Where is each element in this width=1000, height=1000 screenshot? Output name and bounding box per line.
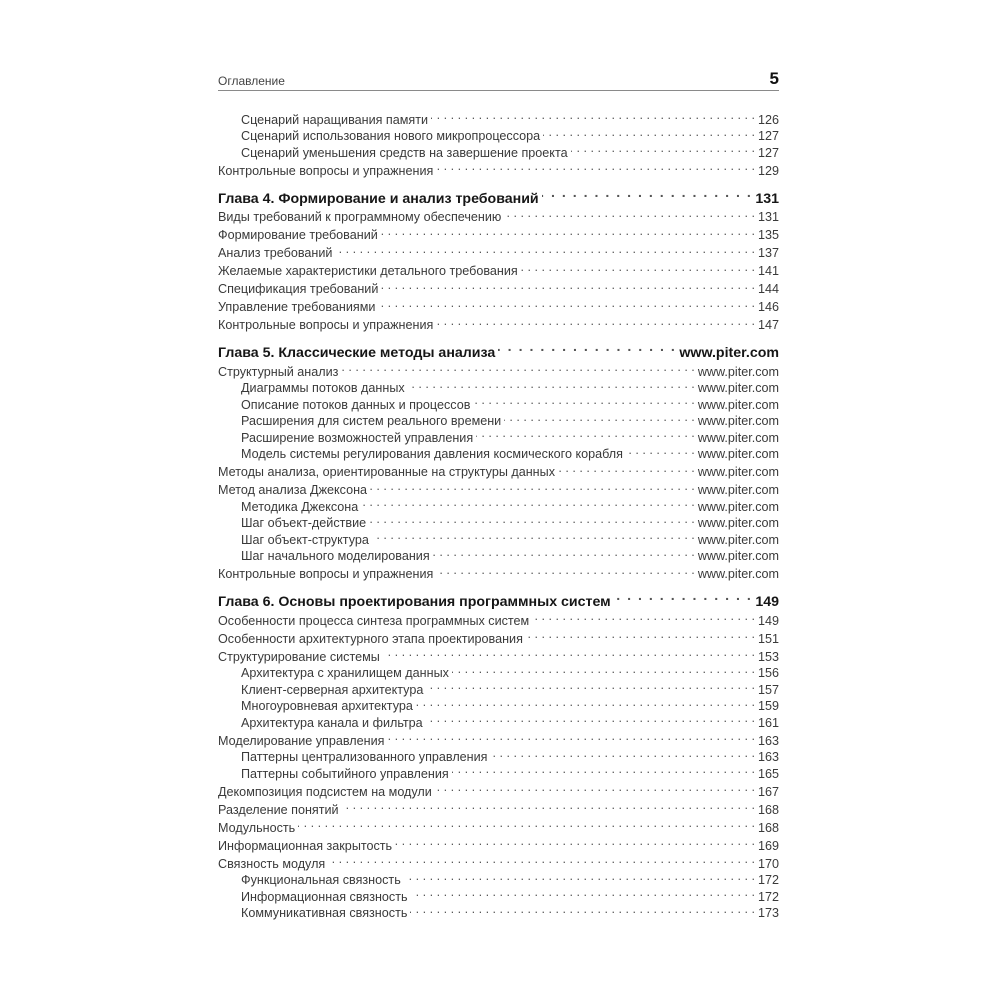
dot-leader bbox=[436, 313, 755, 330]
dot-leader bbox=[408, 376, 695, 393]
toc-entry-title: Расширение возможностей управления bbox=[241, 430, 474, 445]
toc-entry-page: 168 bbox=[757, 820, 779, 835]
toc-entry-page: 131 bbox=[757, 210, 779, 224]
toc-entry-page: www.piter.com bbox=[697, 381, 779, 395]
toc-entry-page: 157 bbox=[757, 682, 779, 697]
toc-entry-title: Описание потоков данных и процессов bbox=[241, 397, 471, 412]
toc-entry-page: 163 bbox=[757, 750, 779, 764]
toc-entry-title: Многоуровневая архитектура bbox=[241, 699, 413, 713]
dot-leader bbox=[410, 901, 755, 918]
toc-entry-page: www.piter.com bbox=[697, 499, 779, 514]
toc-entry-page: 172 bbox=[757, 889, 779, 904]
toc-entry-page: 126 bbox=[757, 112, 779, 127]
toc-entry-page: 141 bbox=[757, 264, 779, 278]
toc-entry-title: Глава 5. Классические методы анализа bbox=[218, 345, 496, 361]
toc-entry-page: 153 bbox=[757, 649, 779, 664]
dot-leader bbox=[491, 745, 755, 762]
toc-entry-title: Желаемые характеристики детального требования bbox=[218, 264, 518, 278]
toc-entry-title: Информационная связность bbox=[241, 889, 408, 904]
toc-entry-title: Сценарий наращивания памяти bbox=[241, 112, 429, 127]
toc-entry-page: www.piter.com bbox=[697, 532, 779, 547]
toc-entry-title: Шаг объект-структура bbox=[241, 532, 369, 547]
dot-leader bbox=[521, 259, 755, 276]
toc-entry-title: Коммуникативная связность bbox=[241, 906, 408, 920]
toc-entry-title: Структурирование системы bbox=[218, 649, 380, 664]
dot-leader bbox=[342, 797, 755, 814]
dot-leader bbox=[372, 527, 695, 544]
dot-leader bbox=[387, 728, 755, 745]
toc-entry-page: www.piter.com bbox=[697, 397, 779, 412]
dot-leader bbox=[426, 677, 755, 694]
dot-leader bbox=[571, 140, 755, 157]
dot-leader bbox=[452, 761, 755, 778]
toc-entry-page: 156 bbox=[757, 666, 779, 680]
toc-entry-page: 129 bbox=[757, 163, 779, 178]
dot-leader bbox=[543, 124, 755, 141]
toc-entry-page: www.piter.com bbox=[679, 345, 779, 361]
toc-entry-title: Информационная закрытость bbox=[218, 838, 393, 853]
page-number: 5 bbox=[769, 69, 779, 88]
toc-entry-title: Сценарий уменьшения средств на завершение проекта bbox=[241, 145, 568, 160]
toc-entry-title: Модель системы регулирования давления космического корабля bbox=[241, 447, 623, 461]
toc-entry-page: www.piter.com bbox=[697, 516, 779, 530]
toc-entry-page: 169 bbox=[757, 838, 779, 853]
dot-leader bbox=[558, 460, 695, 477]
toc-entry-page: 159 bbox=[757, 699, 779, 713]
dot-leader bbox=[614, 586, 753, 606]
dot-leader bbox=[328, 851, 755, 868]
toc-entry-page: 135 bbox=[757, 228, 779, 242]
toc-entry-title: Декомпозиция подсистем на модули bbox=[218, 784, 432, 799]
dot-leader bbox=[433, 544, 695, 561]
dot-leader bbox=[381, 223, 755, 240]
dot-leader bbox=[298, 815, 755, 832]
dot-leader bbox=[383, 644, 755, 661]
toc-entry-title: Контрольные вопросы и упражнения bbox=[218, 318, 434, 332]
dot-leader bbox=[378, 295, 755, 312]
toc-entry-title: Моделирование управления bbox=[218, 733, 385, 748]
dot-leader bbox=[452, 661, 755, 678]
dot-leader bbox=[341, 359, 694, 376]
dot-leader bbox=[542, 183, 753, 203]
dot-leader bbox=[626, 442, 695, 459]
dot-leader bbox=[532, 608, 755, 625]
dot-leader bbox=[426, 710, 755, 727]
toc-entry-page: 167 bbox=[757, 784, 779, 799]
dot-leader bbox=[476, 425, 695, 442]
toc-entry-title: Анализ требований bbox=[218, 246, 333, 260]
running-header bbox=[218, 70, 779, 91]
table-of-contents bbox=[218, 107, 779, 920]
toc-entry-page: 149 bbox=[757, 613, 779, 628]
toc-section-entry bbox=[218, 833, 779, 853]
dot-leader bbox=[526, 626, 755, 643]
toc-entry-page: 172 bbox=[757, 873, 779, 887]
toc-entry-page: 168 bbox=[757, 802, 779, 817]
toc-subsection-entry bbox=[218, 107, 779, 127]
toc-entry-page: www.piter.com bbox=[697, 465, 779, 479]
toc-entry-page: www.piter.com bbox=[697, 483, 779, 497]
toc-entry-title: Глава 4. Формирование и анализ требований bbox=[218, 190, 539, 207]
toc-entry-page: www.piter.com bbox=[697, 430, 779, 445]
toc-entry-title: Шаг объект-действие bbox=[241, 516, 367, 530]
toc-entry-page: 131 bbox=[755, 190, 779, 207]
toc-entry-title: Диаграммы потоков данных bbox=[241, 381, 405, 395]
toc-entry-title: Расширения для систем реального времени bbox=[241, 414, 502, 428]
toc-entry-title: Сценарий использования нового микропроцессора bbox=[241, 129, 541, 143]
dot-leader bbox=[404, 868, 755, 885]
dot-leader bbox=[498, 337, 676, 357]
dot-leader bbox=[335, 241, 755, 258]
toc-entry-page: 165 bbox=[757, 766, 779, 781]
toc-entry-page: 127 bbox=[757, 145, 779, 160]
dot-leader bbox=[381, 277, 755, 294]
toc-chapter-heading bbox=[218, 337, 779, 361]
toc-entry-page: 147 bbox=[757, 318, 779, 332]
dot-leader bbox=[436, 562, 695, 579]
toc-entry-title: Структурный анализ bbox=[218, 364, 339, 379]
dot-leader bbox=[370, 478, 695, 495]
toc-entry-page: www.piter.com bbox=[697, 549, 779, 563]
toc-entry-title: Особенности процесса синтеза программных систем bbox=[218, 613, 530, 628]
dot-leader bbox=[416, 694, 755, 711]
toc-entry-title: Контрольные вопросы и упражнения bbox=[218, 163, 434, 178]
toc-entry-title: Виды требований к программному обеспечению bbox=[218, 210, 502, 224]
toc-entry-title: Глава 6. Основы проектирования программных систем bbox=[218, 594, 611, 610]
toc-section-entry bbox=[218, 815, 779, 835]
toc-entry-page: 151 bbox=[757, 631, 779, 646]
running-header-title: Оглавление bbox=[218, 74, 285, 88]
toc-entry-title: Формирование требований bbox=[218, 228, 378, 242]
dot-leader bbox=[369, 511, 695, 528]
toc-entry-title: Паттерны централизованного управления bbox=[241, 750, 488, 764]
dot-leader bbox=[504, 409, 695, 426]
toc-entry-page: 144 bbox=[757, 282, 779, 296]
toc-entry-title: Клиент-серверная архитектура bbox=[241, 682, 424, 697]
toc-entry-page: 161 bbox=[757, 715, 779, 730]
toc-entry-title: Паттерны событийного управления bbox=[241, 766, 449, 781]
dot-leader bbox=[504, 205, 755, 222]
dot-leader bbox=[361, 494, 695, 511]
toc-entry-title: Разделение понятий bbox=[218, 802, 339, 817]
toc-entry-page: 127 bbox=[757, 129, 779, 143]
toc-entry-page: www.piter.com bbox=[697, 447, 779, 461]
dot-leader bbox=[435, 779, 755, 796]
toc-entry-title: Контрольные вопросы и упражнения bbox=[218, 567, 434, 581]
toc-entry-page: 170 bbox=[757, 856, 779, 871]
toc-entry-title: Особенности архитектурного этапа проектирования bbox=[218, 631, 523, 646]
toc-entry-page: 146 bbox=[757, 300, 779, 314]
toc-entry-title: Архитектура канала и фильтра bbox=[241, 715, 423, 730]
toc-entry-page: www.piter.com bbox=[697, 567, 779, 581]
toc-entry-title: Метод анализа Джексона bbox=[218, 483, 368, 497]
toc-entry-page: www.piter.com bbox=[697, 364, 779, 379]
dot-leader bbox=[436, 158, 755, 175]
dot-leader bbox=[411, 884, 755, 901]
toc-entry-title: Методы анализа, ориентированные на структуры данных bbox=[218, 465, 555, 479]
dot-leader bbox=[431, 107, 755, 124]
toc-entry-page: 149 bbox=[755, 594, 779, 610]
toc-chapter-heading bbox=[218, 183, 779, 207]
toc-entry-page: 163 bbox=[757, 733, 779, 748]
toc-entry-page: www.piter.com bbox=[697, 414, 779, 428]
toc-entry-title: Спецификация требований bbox=[218, 282, 379, 296]
toc-entry-page: 137 bbox=[757, 246, 779, 260]
toc-entry-title: Управление требованиями bbox=[218, 300, 376, 314]
toc-entry-title: Методика Джексона bbox=[241, 499, 359, 514]
toc-entry-title: Функциональная связность bbox=[241, 873, 401, 887]
toc-chapter-heading bbox=[218, 586, 779, 610]
dot-leader bbox=[395, 833, 755, 850]
toc-entry-title: Архитектура с хранилищем данных bbox=[241, 666, 449, 680]
toc-entry-title: Шаг начального моделирования bbox=[241, 549, 430, 563]
toc-entry-title: Связность модуля bbox=[218, 856, 326, 871]
toc-entry-page: 173 bbox=[757, 906, 779, 920]
toc-entry-title: Модульность bbox=[218, 820, 296, 835]
dot-leader bbox=[473, 392, 694, 409]
